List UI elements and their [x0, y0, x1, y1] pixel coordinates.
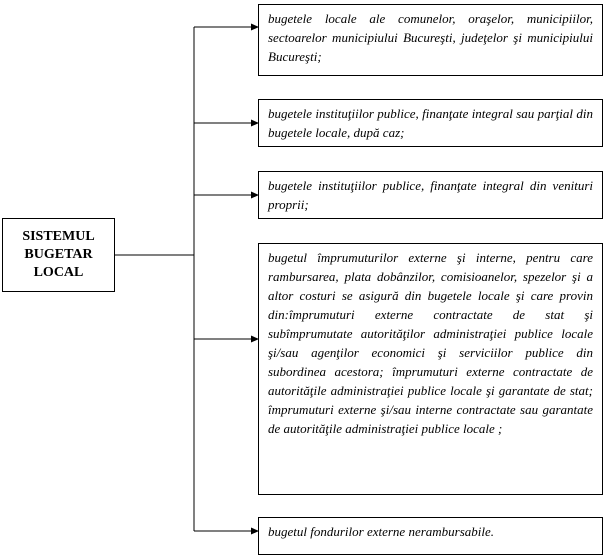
- root-label-line-1: SISTEMUL: [22, 229, 95, 244]
- item-box-loans-budget: bugetul împrumuturilor externe şi interne, pentru care rambursarea, plata dobânzilor, comisioanelor, spezelor şi a altor costuri se asigură din bugetele locale şi care provin din:împrumuturi externe contractate de stat şi subîmprumutate autorităţilor administraţiei publice locale şi/sau agenţilor economici şi serviciilor publice din subordinea acestora; împrumuturi externe contractate de autorităţile administraţiei publice locale şi garantate de stat; împrumuturi externe şi/sau interne contractate sau garantate de autorităţile administraţiei publice locale ;: [258, 243, 603, 495]
- item-box-local-budgets: bugetele locale ale comunelor, oraşelor, municipiilor, sectoarelor municipiului Bucureşti, judeţelor şi municipiului Bucureşti;: [258, 4, 603, 76]
- item-box-public-institutions-own-revenue: bugetele instituţiilor publice, finanţate integral din venituri proprii;: [258, 171, 603, 219]
- root-box-sistemul-bugetar-local: [2, 218, 115, 292]
- item-box-public-institutions-partial: bugetele instituţiilor publice, finanţate integral sau parţial din bugetele locale, după caz;: [258, 99, 603, 147]
- root-label: [22, 228, 94, 282]
- item-box-external-funds: bugetul fondurilor externe nerambursabile.: [258, 517, 603, 555]
- root-label-line-3: LOCAL: [33, 265, 84, 280]
- root-label-line-2: BUGETAR: [24, 247, 93, 262]
